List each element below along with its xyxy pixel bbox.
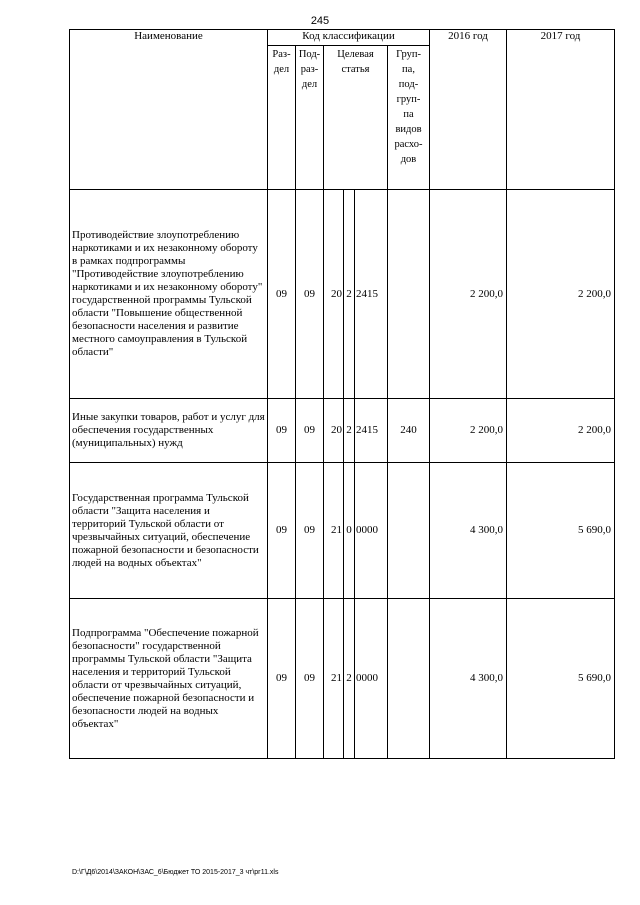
row-amount-2017: 2 200,0 — [507, 190, 615, 399]
table-row — [70, 463, 615, 599]
row-expense-group: 240 — [388, 399, 430, 463]
row-expense-group — [388, 463, 430, 599]
row-subsection: 09 — [296, 399, 324, 463]
row-target-article-part1: 20 — [324, 399, 344, 463]
header-target-article: Целевая статья — [324, 46, 388, 190]
row-target-article-part2: 2 — [344, 599, 355, 759]
page-number: 245 — [310, 15, 330, 27]
header-expense-group: Груп- па, под- груп- па видов расхо- дов — [388, 46, 430, 190]
row-target-article-part3: 0000 — [355, 463, 388, 599]
row-section: 09 — [268, 599, 296, 759]
header-subsection: Под- раз- дел — [296, 46, 324, 190]
table-row — [70, 399, 615, 463]
row-subsection: 09 — [296, 463, 324, 599]
row-target-article-part1: 21 — [324, 463, 344, 599]
row-target-article-part1: 20 — [324, 190, 344, 399]
row-subsection: 09 — [296, 190, 324, 399]
row-name: Государственная программа Тульской области "Защита населения и территорий Тульской области от чрезвычайных ситуаций, обеспечение пожарной безопасности и безопасности людей на водных объектах" — [70, 463, 268, 599]
row-section: 09 — [268, 463, 296, 599]
table-row — [70, 599, 615, 759]
row-amount-2016: 4 300,0 — [430, 463, 507, 599]
row-amount-2017: 2 200,0 — [507, 399, 615, 463]
header-year-2016: 2016 год — [430, 30, 507, 190]
header-name: Наименование — [70, 30, 268, 190]
row-amount-2016: 2 200,0 — [430, 190, 507, 399]
row-subsection: 09 — [296, 599, 324, 759]
row-amount-2017: 5 690,0 — [507, 463, 615, 599]
row-name: Иные закупки товаров, работ и услуг для обеспечения государственных (муниципальных) нужд — [70, 399, 268, 463]
row-target-article-part1: 21 — [324, 599, 344, 759]
budget-table — [69, 29, 615, 759]
row-target-article-part2: 2 — [344, 190, 355, 399]
row-name: Противодействие злоупотреблению наркотиками и их незаконному обороту в рамках подпрограммы "Противодействие злоупотреблению наркотиками и их незаконному обороту" государственной программы Тульской области "Повышение общественной безопасности населения и развитие местного самоуправления в Тульской области" — [70, 190, 268, 399]
row-section: 09 — [268, 190, 296, 399]
row-amount-2016: 2 200,0 — [430, 399, 507, 463]
row-target-article-part3: 2415 — [355, 399, 388, 463]
header-classification-code: Код классификации — [268, 30, 430, 46]
row-expense-group — [388, 599, 430, 759]
row-target-article-part2: 0 — [344, 463, 355, 599]
row-name: Подпрограмма "Обеспечение пожарной безопасности" государственной программы Тульской области "Защита населения и территорий Тульской области от чрезвычайных ситуаций, обеспечение пожарной безопасности и безопасности людей на водных объектах" — [70, 599, 268, 759]
table-row — [70, 190, 615, 399]
header-year-2017: 2017 год — [507, 30, 615, 190]
row-amount-2017: 5 690,0 — [507, 599, 615, 759]
row-target-article-part3: 2415 — [355, 190, 388, 399]
row-expense-group — [388, 190, 430, 399]
file-path-footer: D:\Г\Д6\2014\ЗАКОН\ЗАС_6\Бюджет ТО 2015-2017_3 чт\рг11.xls — [72, 869, 279, 876]
row-target-article-part2: 2 — [344, 399, 355, 463]
row-target-article-part3: 0000 — [355, 599, 388, 759]
header-section: Раз- дел — [268, 46, 296, 190]
row-section: 09 — [268, 399, 296, 463]
row-amount-2016: 4 300,0 — [430, 599, 507, 759]
